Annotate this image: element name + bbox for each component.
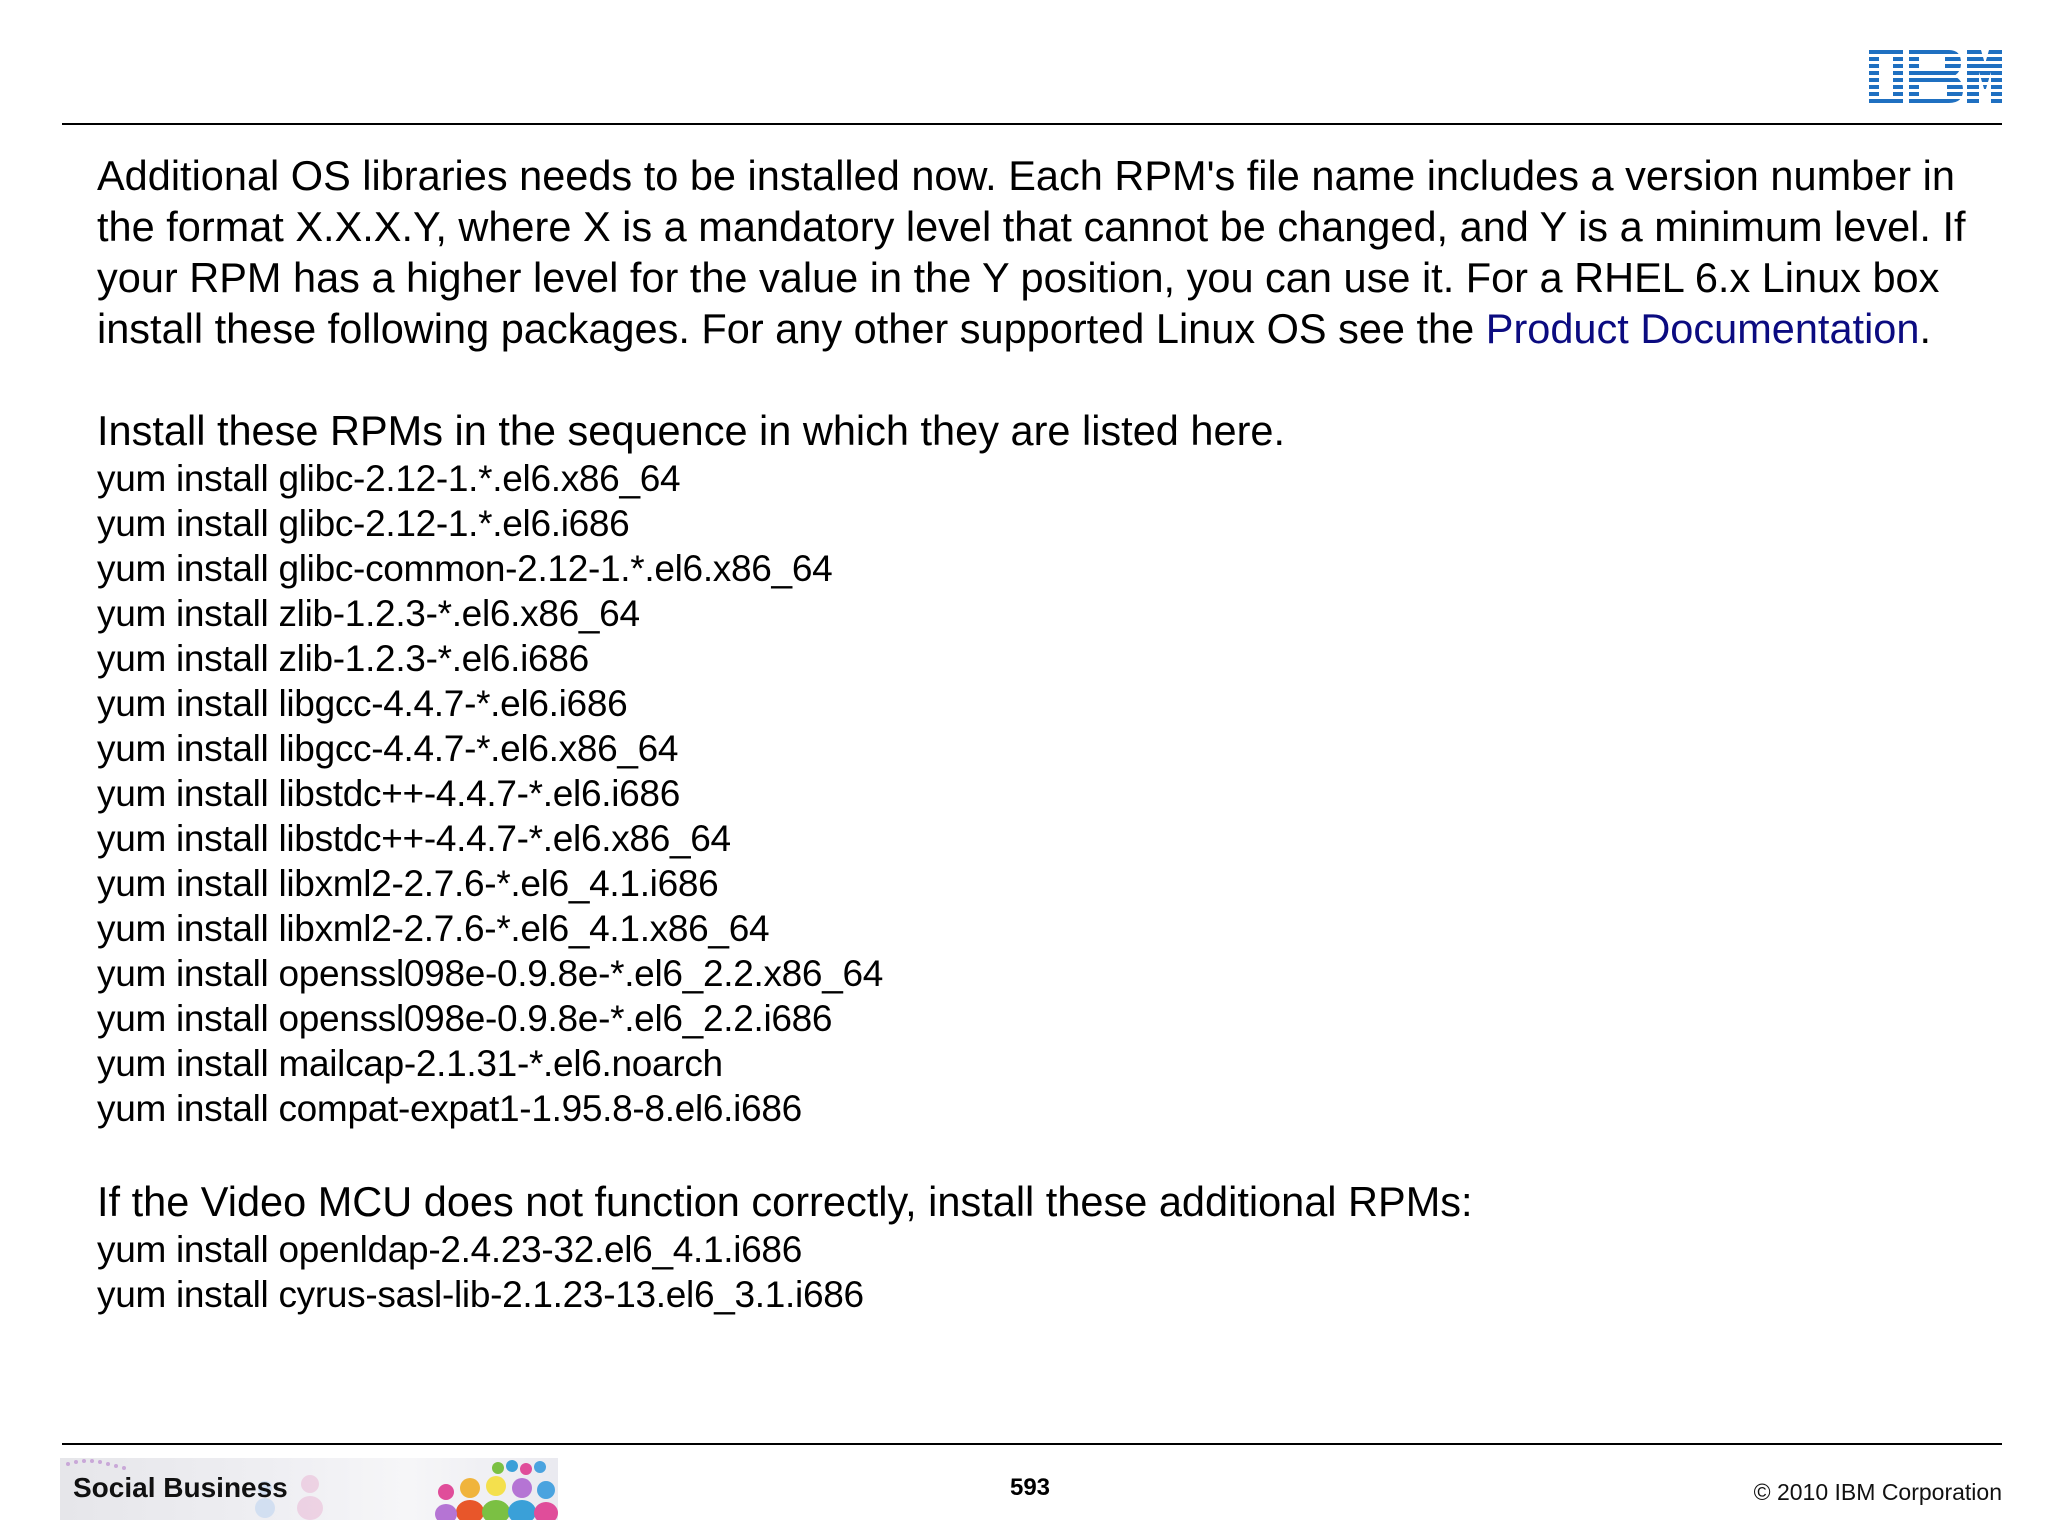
command-line: yum install libstdc++-4.4.7-*.el6.x86_64 [97, 818, 731, 859]
rpm-command-list [97, 456, 1977, 1131]
command-line: yum install openssl098e-0.9.8e-*.el6_2.2.x86_64 [97, 953, 884, 994]
command-line: yum install glibc-2.12-1.*.el6.x86_64 [97, 458, 681, 499]
social-business-label: Social Business [73, 1472, 288, 1503]
command-line: yum install libxml2-2.7.6-*.el6_4.1.i686 [97, 863, 719, 904]
command-line: yum install glibc-2.12-1.*.el6.i686 [97, 503, 630, 544]
product-documentation-link[interactable]: Product Documentation [1485, 305, 1920, 352]
copyright-notice: © 2010 IBM Corporation [1753, 1479, 2002, 1505]
intro-text: Additional OS libraries needs to be installed now. Each RPM's file name includes a version number in the format X.X.X.Y, where X is a mandatory level that cannot be changed, and Y is a minimum level. If your RPM has a higher level for the value in the Y position, you can use it. For a RHEL 6.x Linux box install these following packages. For any other supported Linux OS see the [97, 152, 1966, 352]
ibm-logo-icon [1869, 50, 2002, 106]
video-rpm-command-list [97, 1227, 1977, 1317]
page-number: 593 [1009, 1474, 1051, 1501]
command-line: yum install libxml2-2.7.6-*.el6_4.1.x86_64 [97, 908, 770, 949]
command-line: yum install openldap-2.4.23-32.el6_4.1.i686 [97, 1229, 802, 1270]
command-line: yum install libgcc-4.4.7-*.el6.i686 [97, 683, 628, 724]
slide-content [97, 150, 1977, 1317]
command-line: yum install compat-expat1-1.95.8-8.el6.i686 [97, 1088, 802, 1129]
intro-period: . [1919, 305, 1931, 352]
header-divider [62, 123, 2002, 125]
command-line: yum install cyrus-sasl-lib-2.1.23-13.el6_3.1.i686 [97, 1274, 864, 1315]
install-heading: Install these RPMs in the sequence in which they are listed here. [97, 407, 1285, 454]
command-line: yum install libstdc++-4.4.7-*.el6.i686 [97, 773, 680, 814]
command-line: yum install mailcap-2.1.31-*.el6.noarch [97, 1043, 723, 1084]
command-line: yum install zlib-1.2.3-*.el6.i686 [97, 638, 589, 679]
command-line: yum install zlib-1.2.3-*.el6.x86_64 [97, 593, 640, 634]
command-line: yum install libgcc-4.4.7-*.el6.x86_64 [97, 728, 679, 769]
command-line: yum install openssl098e-0.9.8e-*.el6_2.2.i686 [97, 998, 833, 1039]
intro-paragraph [97, 150, 1977, 354]
video-mcu-heading: If the Video MCU does not function correctly, install these additional RPMs: [97, 1178, 1473, 1225]
social-business-banner [60, 1458, 558, 1520]
footer-divider [62, 1443, 2002, 1445]
command-line: yum install glibc-common-2.12-1.*.el6.x86_64 [97, 548, 833, 589]
